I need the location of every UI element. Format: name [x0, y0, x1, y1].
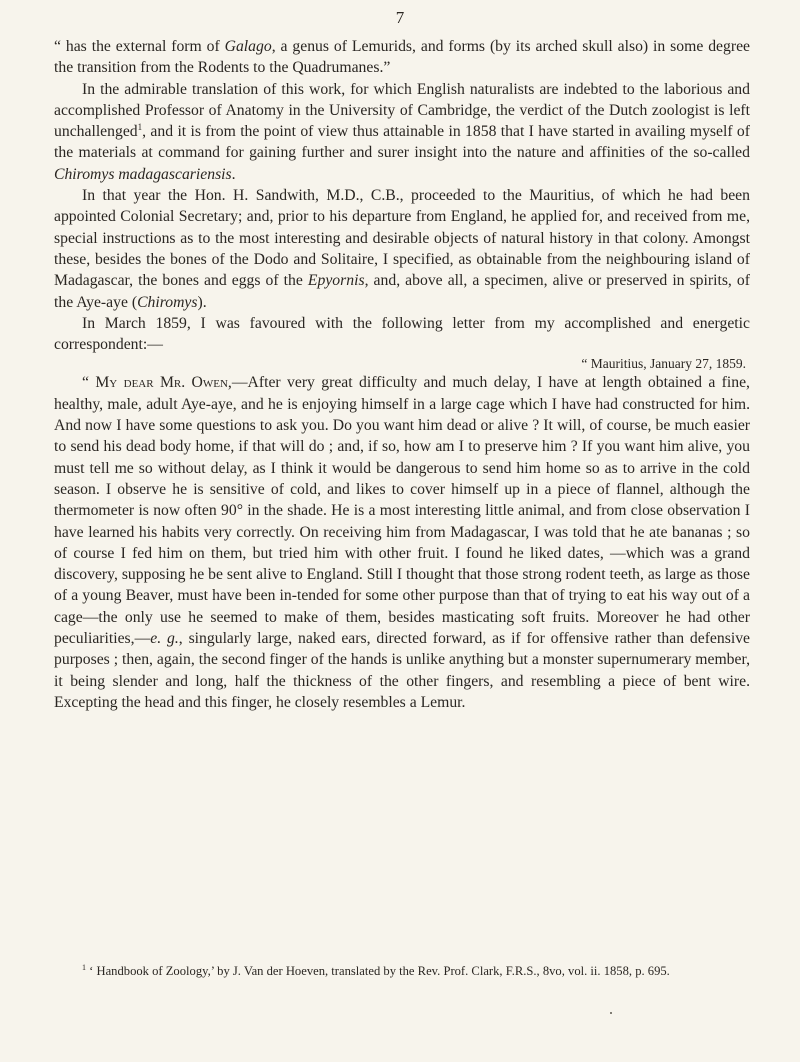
text-run: In March 1859, I was favoured with the following letter from my accomplished and energetic correspondent:— [54, 314, 750, 354]
paragraph-quote-end [54, 36, 750, 79]
text-run: , and it is from the point of view thus attainable in 1858 that I have started in availing myself of the materials at command for gaining further and surer insight into the nature and affinities of the so-called [54, 123, 750, 162]
abbreviation: e. g. [150, 630, 179, 648]
genus-name: Chiromys [137, 293, 198, 311]
footnote-marker: 1 [82, 962, 86, 972]
species-name: Chiromys madagascariensis [54, 165, 232, 183]
text-run: . [231, 165, 236, 183]
footnote-ref: 1 [137, 121, 143, 132]
body-text [54, 36, 750, 713]
genus-name: Galago [224, 38, 272, 55]
paragraph-sandwith [54, 185, 750, 313]
page-number: 7 [395, 8, 405, 27]
paper-speck [610, 1012, 612, 1014]
text-run: , singularly large, naked ears, directed forward, as if for offensive rather than defensive purposes ; then, again, the second finger of the hands is unlike anything but a monster supernumerary member, it being slender and long, half the thickness of the other fingers, and resembling a piece of bent wire. Excepting the head and this finger, he closely resembles a Lemur. [54, 630, 750, 711]
text-run: ‘ Handbook of Zoology,’ by J. Van der Hoeven, translated by the Rev. Prof. Clark, F.R.S., 8vo, vol. ii. 1858, p. 695. [86, 964, 670, 978]
paragraph-letter-intro [54, 313, 750, 356]
text-run: —After very great difficulty and much delay, I have at length obtained a fine, healthy, male, adult Aye-aye, and he is enjoying himself in a large cage which I have had constructed for him. And now I have some questions to ask you. Do you want him dead or alive ? It will, of course, be much easier to send his dead body home, if that will do ; and, if so, how am I to preserve him ? If you want him alive, you must tell me so without delay, as I think it would be dangerous to send him home so as to arrive in the cold season. I observe he is sensitive of cold, and likes to cover himself up in a piece of flannel, although the thermometer is now often 90° in the shade. He is a most interesting little animal, and from close observation I have learned his habits very correctly. On receiving him from Madagascar, I was told that he ate bananas ; so of course I fed him on them, but tried him with other fruit. I found he liked dates, —which was a grand discovery, supposing he be sent alive to England. Still I thought that those strong rodent teeth, as large as those of a young Beaver, must have been in-tended for some other purpose than that of trying to eat his way out of a cage—the only use he seemed to make of them, besides masticating soft fruits. Moreover he had other peculiarities,— [54, 374, 750, 648]
text-run: In the admirable translation of this work, for which English naturalists are indebted to the laborious and accomplished Professor of Anatomy in the University of Cambridge, the verdict of the Dutch zoologist is left unchallenged [54, 80, 750, 141]
text-run: , and, above all, a specimen, alive or preserved in spirits, of the Aye-aye ( [54, 272, 750, 311]
paragraph-translation [54, 79, 750, 185]
letter-salutation: “ My dear Mr. Owen, [82, 374, 232, 392]
text-run: “ has the external form of [54, 38, 225, 55]
paragraph-letter [54, 372, 750, 713]
text-run: , a genus of Lemurids, and forms (by its arched skull also) in some degree the transition from the Rodents to the Quadrumanes.” [54, 38, 751, 77]
letter-dateline: “ Mauritius, January 27, 1859. [581, 356, 746, 372]
genus-name: Epyornis [307, 272, 365, 290]
footnote [54, 963, 750, 980]
text-run: ). [197, 293, 207, 311]
footnote-text [54, 963, 750, 980]
text-run: In that year the Hon. H. Sandwith, M.D., C.B., proceeded to the Mauritius, of which he had been appointed Colonial Secretary; and, prior to his departure from England, he applied for, and received from me, special instructions as to the most interesting and desirable objects of natural history in that colony. Amongst these, besides the bones of the Dodo and Solitaire, I specified, as obtainable from the neighbouring island of Madagascar, the bones and eggs of the [54, 187, 750, 290]
